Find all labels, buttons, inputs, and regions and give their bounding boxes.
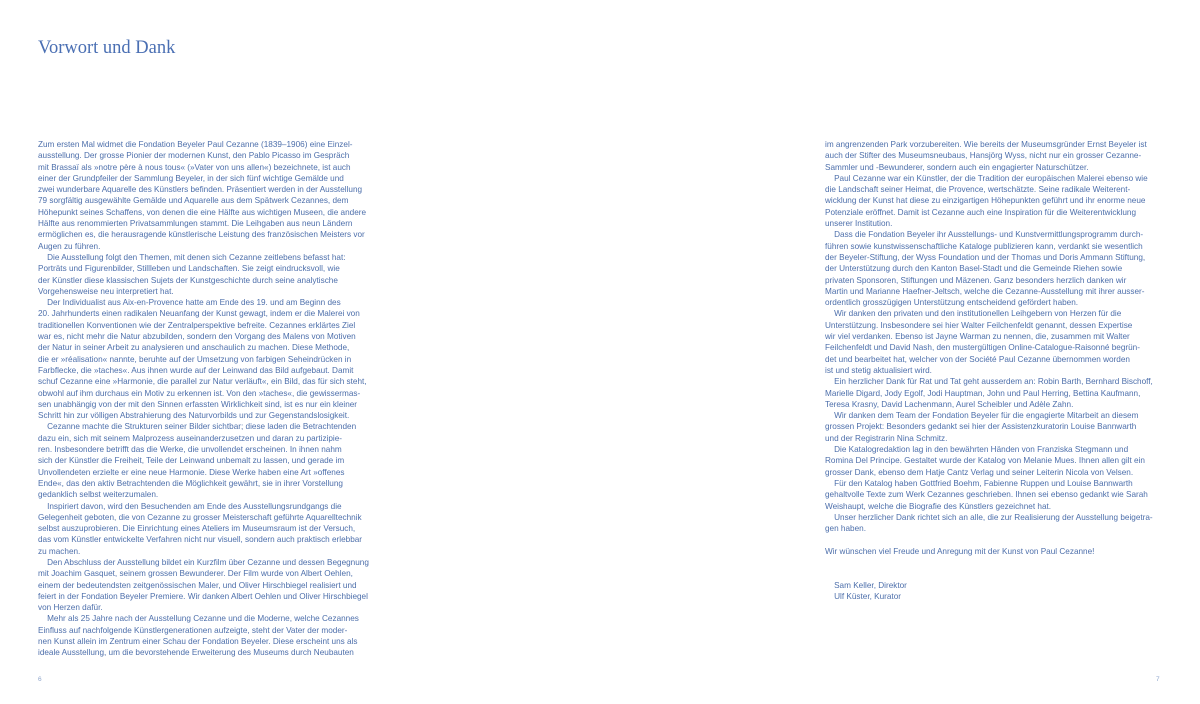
text-line: obwohl auf ihm durchaus ein Motiv zu erkennen ist. Von den »taches«, die gewissermas- xyxy=(38,388,361,398)
text-line: Augen zu führen. xyxy=(38,241,101,251)
text-line: Wir danken dem Team der Fondation Beyeler für die engagierte Mitarbeit an diesem xyxy=(825,411,1139,421)
text-line: Wir wünschen viel Freude und Anregung mit der Kunst von Paul Cezanne! xyxy=(825,546,1095,556)
text-line: Die Katalogredaktion lag in den bewährten Händen von Franziska Stegmann und xyxy=(825,445,1129,455)
text-line: Hälfte aus renommierten Privatsammlungen stammt. Die Leihgaben aus neun Ländern xyxy=(38,219,353,229)
text-line: dazu ein, sich mit seinem Malprozess auseinanderzusetzen und daran zu partizipie- xyxy=(38,433,343,443)
text-line: det und bearbeitet hat, welcher von der Société Paul Cezanne übernommen worden xyxy=(825,354,1130,364)
text-line: Für den Katalog haben Gottfried Boehm, Fabienne Ruppen und Louise Bannwarth xyxy=(825,478,1133,488)
text-line: die er »réalisation« nannte, beruhte auf der Umsetzung von farbigen Seheindrücken in xyxy=(38,354,352,364)
text-line: im angrenzenden Park vorzubereiten. Wie bereits der Museumsgründer Ernst Beyeler ist xyxy=(825,140,1147,149)
text-line: grossen Projekt: Besonders gedankt sei hier der Assistenzkuratorin Louise Bannwarth xyxy=(825,422,1137,432)
text-line: ermöglichen es, die herausragende künstlerische Leistung des französischen Meisters vor xyxy=(38,230,365,240)
text-line: auch der Stifter des Museumsneubaus, Hansjörg Wyss, nicht nur ein grosser Cezanne- xyxy=(825,151,1142,161)
text-line: der Künstler diese klassischen Sujets der Kunstgeschichte durch seine analytische xyxy=(38,275,338,285)
right-text-column xyxy=(825,139,1170,602)
text-line: feiert in der Fondation Beyeler Premiere. Wir danken Albert Oehlen und Oliver Hirschbiegel xyxy=(38,591,368,601)
text-line: Sam Keller, Direktor xyxy=(825,580,907,590)
text-line: der Natur in seiner Arbeit zu analysieren und anschaulich zu machen. Diese Methode, xyxy=(38,343,350,353)
text-line: Einfluss auf nachfolgende Künstlergenerationen aufzeigte, steht der Vater der moder- xyxy=(38,625,348,635)
text-line: Inspiriert davon, wird den Besuchenden am Ende des Ausstellungsrundgangs die xyxy=(38,501,342,511)
left-text-column xyxy=(38,139,383,659)
text-line: einer der Grundpfeiler der Sammlung Beyeler, in der sich fünf wichtige Gemälde und xyxy=(38,173,344,183)
text-line: Feilchenfeldt und David Nash, den mustergültigen Online-Catalogue-Raisonné begrün- xyxy=(825,343,1140,353)
text-line: Schritt hin zur völligen Abstrahierung des Naturvorbilds und zur Gegenstandslosigkeit. xyxy=(38,411,350,421)
text-line: ren. Insbesondere betrifft das die Werke, die unvollendet erscheinen. In ihnen nahm xyxy=(38,445,342,455)
text-line: gehaltvolle Texte zum Werk Cezannes geschrieben. Ihnen sei ebenso gedankt wie Sarah xyxy=(825,490,1148,500)
text-line: Mehr als 25 Jahre nach der Ausstellung Cezanne und die Moderne, welche Cezannes xyxy=(38,614,359,624)
text-line: privaten Sponsoren, Stiftungen und Mäzenen. Ganz besonders herzlich danken wir xyxy=(825,275,1127,285)
text-line: Weishaupt, welche die Biografie des Künstlers gezeichnet hat. xyxy=(825,501,1052,511)
text-line: ausstellung. Der grosse Pionier der modernen Kunst, den Pablo Picasso im Gespräch xyxy=(38,151,350,161)
text-line: gen haben. xyxy=(825,524,866,534)
text-line: Teresa Krasny, David Lachenmann, Aurel Scheibler und Adèle Zahn. xyxy=(825,399,1074,409)
text-line: Porträts und Figurenbilder, Stillleben und Landschaften. Sie zeigt eindrucksvoll, wie xyxy=(38,264,340,274)
text-line: unserer Institution. xyxy=(825,219,893,229)
text-line: Den Abschluss der Ausstellung bildet ein Kurzfilm über Cezanne und dessen Begegnung xyxy=(38,557,369,567)
text-line: Farbflecke, die »taches«. Aus ihnen wurde auf der Leinwand das Bild aufgebaut. Damit xyxy=(38,365,354,375)
text-line: Potenziale eröffnet. Damit ist Cezanne auch eine Inspiration für die Weiterentwicklung xyxy=(825,207,1136,217)
text-line: schuf Cezanne eine »Harmonie, die parallel zur Natur verläuft«, ein Bild, das für sich steht, xyxy=(38,377,367,387)
text-line: Vorgehensweise neu interpretiert hat. xyxy=(38,286,174,296)
text-line: zu machen. xyxy=(38,546,81,556)
text-line: Der Individualist aus Aix-en-Provence hatte am Ende des 19. und am Beginn des xyxy=(38,298,341,308)
text-line: Dass die Fondation Beyeler ihr Ausstellungs- und Kunstvermittlungsprogramm durch- xyxy=(825,230,1144,240)
text-line: das vom Künstler entwickelte Verfahren nicht nur visuell, sondern auch praktisch erlebbar xyxy=(38,535,363,545)
text-line: war es, nicht mehr die Natur abzubilden, sondern den Vorgang des Malens von Motiven xyxy=(38,332,356,342)
text-line: mit Joachim Gasquet, seinem grossen Bewunderer. Der Film wurde von Albert Oehlen, xyxy=(38,569,353,579)
text-line: ideale Ausstellung, um die bevorstehende Erweiterung des Museums durch Neubauten xyxy=(38,648,354,658)
text-line: Martin und Marianne Haefner-Jeltsch, welche die Cezanne-Ausstellung mit ihrer ausser- xyxy=(825,286,1145,296)
page-number-left: 6 xyxy=(38,676,42,683)
text-line: die Landschaft seiner Heimat, die Provence, wertschätzte. Seine radikale Weiterent- xyxy=(825,185,1131,195)
text-line: Wir danken den privaten und den institutionellen Leihgebern von Herzen für die xyxy=(825,309,1122,319)
text-line xyxy=(825,557,1170,568)
page-number-right: 7 xyxy=(1156,676,1160,683)
text-line: und der Registrarin Nina Schmitz. xyxy=(825,433,948,443)
text-line: Ende«, das den aktiv Betrachtenden die Möglichkeit gewährt, sie in ihrer Vorstellung xyxy=(38,478,343,488)
text-line: ordentlich grosszügigen Unterstützung entscheidend gefördert haben. xyxy=(825,298,1079,308)
text-line: sich der Künstler die Freiheit, Teile der Leinwand unbemalt zu lassen, und gerade im xyxy=(38,456,345,466)
text-line xyxy=(825,568,1170,579)
text-line: mit Brassaï als »notre père à nous tous« (»Vater von uns allen«) bezeichnete, ist auch xyxy=(38,162,351,172)
text-line: 79 sorgfältig ausgewählte Gemälde und Aquarelle aus dem Spätwerk Cezannes, dem xyxy=(38,196,349,206)
text-line: Cezanne machte die Strukturen seiner Bilder sichtbar; diese laden die Betrachtenden xyxy=(38,422,357,432)
text-line: 20. Jahrhunderts einen radikalen Neuanfang der Kunst gewagt, indem er die Malerei von xyxy=(38,309,360,319)
text-line: der Beyeler-Stiftung, der Wyss Foundation und der Thomas und Doris Ammann Stiftung, xyxy=(825,252,1146,262)
text-line xyxy=(825,534,1170,545)
text-line: selbst auszuprobieren. Die Einrichtung eines Ateliers im Museumsraum ist der Versuch, xyxy=(38,524,356,534)
text-line: nen Kunst allein im Zentrum einer Schau der Fondation Beyeler. Diese erscheint uns als xyxy=(38,637,358,647)
text-line: wicklung der Kunst hat diese zu einzigartigen Höhepunkten geführt und ihr enorme neue xyxy=(825,196,1146,206)
text-line: traditionellen Konventionen wie der Zentralperspektive befreite. Cezannes erklärtes Ziel xyxy=(38,320,356,330)
text-line: zwei wunderbare Aquarelle des Künstlers befinden. Präsentiert werden in der Ausstellung xyxy=(38,185,363,195)
text-line: Ulf Küster, Kurator xyxy=(825,591,901,601)
text-line: Zum ersten Mal widmet die Fondation Beyeler Paul Cezanne (1839–1906) eine Einzel- xyxy=(38,140,353,149)
text-line: Die Ausstellung folgt den Themen, mit denen sich Cezanne zeitlebens befasst hat: xyxy=(38,252,346,262)
text-line: Unser herzlicher Dank richtet sich an alle, die zur Realisierung der Ausstellung beigetra- xyxy=(825,512,1153,522)
text-line: Sammler und -Bewunderer, sondern auch ein engagierter Naturschützer. xyxy=(825,162,1089,172)
text-line: sen unabhängig von der mit den Sinnen erfassten Wirklichkeit sind, ist es nur ein kleiner xyxy=(38,399,358,409)
text-line: Romina Del Principe. Gestaltet wurde der Katalog von Melanie Mues. Ihnen allen gilt ein xyxy=(825,456,1145,466)
text-line: Unvollendeten erzielte er eine neue Harmonie. Diese Werke haben eine Art »offenes xyxy=(38,467,345,477)
text-line: ist und stetig aktualisiert wird. xyxy=(825,365,932,375)
text-line: Unterstützung. Insbesondere sei hier Walter Feilchenfeldt genannt, dessen Expertise xyxy=(825,320,1133,330)
text-line: Paul Cezanne war ein Künstler, der die Tradition der europäischen Malerei ebenso wie xyxy=(825,173,1148,183)
text-line: von Herzen dafür. xyxy=(38,603,103,613)
text-line: Höhepunkt seines Schaffens, von denen die eine Hälfte aus wichtigen Museen, die andere xyxy=(38,207,367,217)
text-line: einem der bedeutendsten zeitgenössischen Maler, und Oliver Hirschbiegel realisiert und xyxy=(38,580,357,590)
text-line: Ein herzlicher Dank für Rat und Tat geht ausserdem an: Robin Barth, Bernhard Bischoff, xyxy=(825,377,1153,387)
text-line: führen sowie kunstwissenschaftliche Kataloge publizieren kann, verdankt sie wesentlich xyxy=(825,241,1143,251)
text-line: wir viel verdanken. Ebenso ist Jayne Warman zu nennen, die, zusammen mit Walter xyxy=(825,332,1130,342)
text-line: gedanklich selbst weiterzumalen. xyxy=(38,490,159,500)
page-title: Vorwort und Dank xyxy=(38,38,176,58)
text-line: Gelegenheit geboten, die von Cezanne zu grosser Meisterschaft geführte Aquarelltechnik xyxy=(38,512,362,522)
text-line: der Unterstützung durch den Kanton Basel-Stadt und die Gemeinde Riehen sowie xyxy=(825,264,1123,274)
text-line: grosser Dank, ebenso dem Hatje Cantz Verlag und seiner Leiterin Nicola von Velsen. xyxy=(825,467,1134,477)
text-line: Marielle Digard, Jody Egolf, Jodi Hauptman, John und Paul Herring, Bettina Kaufmann, xyxy=(825,388,1141,398)
